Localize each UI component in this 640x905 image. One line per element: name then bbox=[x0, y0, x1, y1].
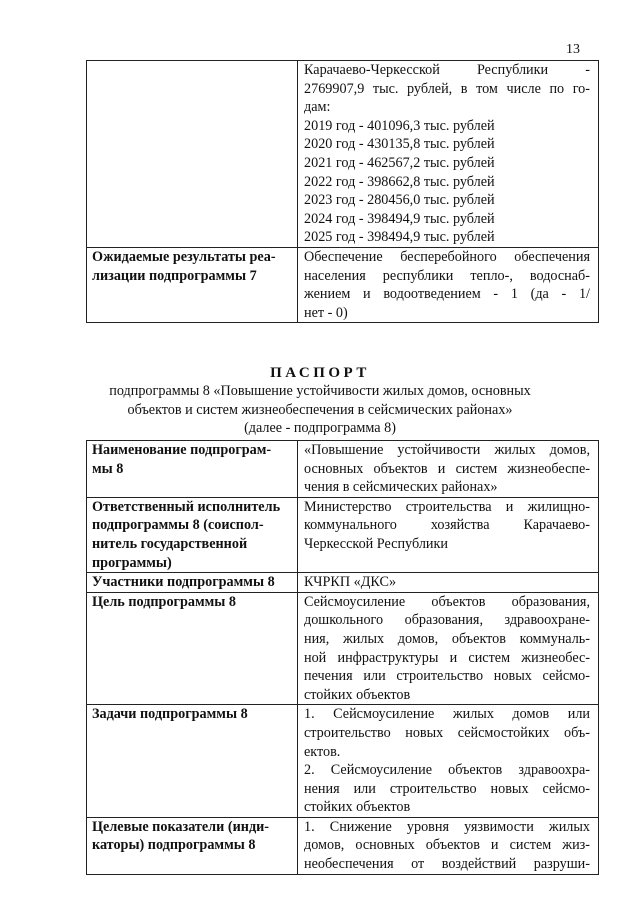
row-value-cell bbox=[298, 817, 599, 874]
table-row bbox=[87, 441, 599, 498]
row-value-line: дам: bbox=[304, 99, 331, 116]
row-value-line: необеспечения от воздействий разруши- bbox=[304, 856, 590, 873]
row-label-cell bbox=[87, 497, 298, 572]
row-value-line: стойких объектов bbox=[304, 799, 411, 816]
row-value-line: 2024 год - 398494,9 тыс. рублей bbox=[304, 210, 495, 227]
row-label-line: Задачи подпрограммы 8 bbox=[92, 706, 248, 723]
passport-title: ПАСПОРТ bbox=[270, 365, 370, 381]
row-value-line: 1. Сейсмоусиление жилых домов или bbox=[304, 706, 590, 723]
row-label-cell bbox=[87, 61, 298, 248]
row-label-cell bbox=[87, 247, 298, 322]
row-value-line: ния, жилых домов, объектов коммуналь- bbox=[304, 630, 590, 647]
row-value-line: 2022 год - 398662,8 тыс. рублей bbox=[304, 173, 495, 190]
passport-heading bbox=[0, 364, 640, 437]
row-value-line: чения в сейсмических районах» bbox=[304, 479, 498, 496]
table-row bbox=[87, 705, 599, 818]
row-label-cell bbox=[87, 441, 298, 498]
page-number: 13 bbox=[566, 42, 580, 57]
row-value-line: Обеспечение бесперебойного обеспечения bbox=[304, 248, 590, 265]
row-value-line: 2769907,9 тыс. рублей, в том числе по го- bbox=[304, 80, 590, 97]
table-row bbox=[87, 817, 599, 874]
row-label-line: мы 8 bbox=[92, 460, 124, 477]
passport-subtitle-line: подпрограммы 8 «Повышение устойчивости жилых домов, основных bbox=[109, 383, 531, 400]
row-value-cell bbox=[298, 592, 599, 705]
table-row bbox=[87, 247, 599, 322]
table-row bbox=[87, 497, 599, 572]
row-label-cell bbox=[87, 817, 298, 874]
row-value-line: КЧРКП «ДКС» bbox=[304, 574, 397, 591]
row-value-line: Карачаево-Черкесской Республики - bbox=[304, 62, 590, 78]
row-value-cell bbox=[298, 247, 599, 322]
row-value-cell bbox=[298, 573, 599, 593]
row-label-line: Ожидаемые результаты реа- bbox=[92, 248, 276, 265]
row-label-line: каторы) подпрограммы 8 bbox=[92, 837, 256, 854]
row-label-line: Участники подпрограммы 8 bbox=[92, 574, 275, 591]
row-value-line: нет - 0) bbox=[304, 304, 348, 321]
subprogram-7-table-body bbox=[87, 61, 599, 323]
row-value-line: Черкесской Республики bbox=[304, 535, 448, 552]
row-label-cell bbox=[87, 573, 298, 593]
row-value-line: 2023 год - 280456,0 тыс. рублей bbox=[304, 192, 495, 209]
row-label-line: Цель подпрограммы 8 bbox=[92, 593, 237, 610]
subprogram-8-passport-table bbox=[86, 440, 599, 875]
row-value-line: строительство новых сейсмостойких объ- bbox=[304, 724, 590, 741]
row-value-line: 2025 год - 398494,9 тыс. рублей bbox=[304, 229, 495, 246]
row-value-line: печения или строительство новых сейсмо- bbox=[304, 668, 590, 685]
table-row bbox=[87, 592, 599, 705]
row-value-line: нения или строительство новых сейсмо- bbox=[304, 780, 590, 797]
row-value-line: 2019 год - 401096,3 тыс. рублей bbox=[304, 117, 495, 134]
row-value-line: 2020 год - 430135,8 тыс. рублей bbox=[304, 136, 495, 153]
row-value-line: 2021 год - 462567,2 тыс. рублей bbox=[304, 154, 495, 171]
passport-subtitle-line: объектов и систем жизнеобеспечения в сейсмических районах» bbox=[127, 401, 513, 418]
row-label-line: лизации подпрограммы 7 bbox=[92, 267, 257, 284]
row-value-line: Министерство строительства и жилищно- bbox=[304, 498, 590, 515]
row-value-cell bbox=[298, 497, 599, 572]
table-row bbox=[87, 573, 599, 593]
row-value-line: 2. Сейсмоусиление объектов здравоохра- bbox=[304, 762, 590, 779]
row-value-line: стойких объектов bbox=[304, 686, 411, 703]
row-value-line: «Повышение устойчивости жилых домов, bbox=[304, 442, 590, 458]
row-label-cell bbox=[87, 592, 298, 705]
row-label-line: Наименование подпрограм- bbox=[92, 442, 272, 458]
row-value-line: ной инфраструктуры и систем жизнеобес- bbox=[304, 649, 590, 666]
row-label-line: нитель государственной bbox=[92, 535, 248, 552]
subprogram-7-table bbox=[86, 60, 599, 323]
row-value-line: жением и водоотведением - 1 (да - 1/ bbox=[304, 286, 590, 303]
row-value-cell bbox=[298, 61, 599, 248]
subprogram-8-table-body bbox=[87, 441, 599, 875]
row-label-line: Ответственный исполнитель bbox=[92, 498, 281, 515]
row-value-line: коммунального хозяйства Карачаево- bbox=[304, 517, 590, 534]
table-row bbox=[87, 61, 599, 248]
row-value-line: дошкольного образования, здравоохране- bbox=[304, 612, 590, 629]
row-value-line: ектов. bbox=[304, 743, 341, 760]
row-label-line: Целевые показатели (инди- bbox=[92, 818, 270, 835]
row-label-line: подпрограммы 8 (соиспол- bbox=[92, 517, 264, 534]
row-value-cell bbox=[298, 441, 599, 498]
row-value-line: Сейсмоусиление объектов образования, bbox=[304, 593, 590, 610]
row-value-line: населения республики тепло-, водоснаб- bbox=[304, 267, 590, 284]
row-value-cell bbox=[298, 705, 599, 818]
row-label-cell bbox=[87, 705, 298, 818]
row-value-line: 1. Снижение уровня уязвимости жилых bbox=[304, 818, 590, 835]
row-label-line: программы) bbox=[92, 554, 172, 571]
passport-subtitle-line: (далее - подпрограмма 8) bbox=[244, 419, 396, 436]
row-value-line: основных объектов и систем жизнеобеспе- bbox=[304, 460, 590, 477]
row-value-line: домов, основных объектов и систем жиз- bbox=[304, 837, 590, 854]
